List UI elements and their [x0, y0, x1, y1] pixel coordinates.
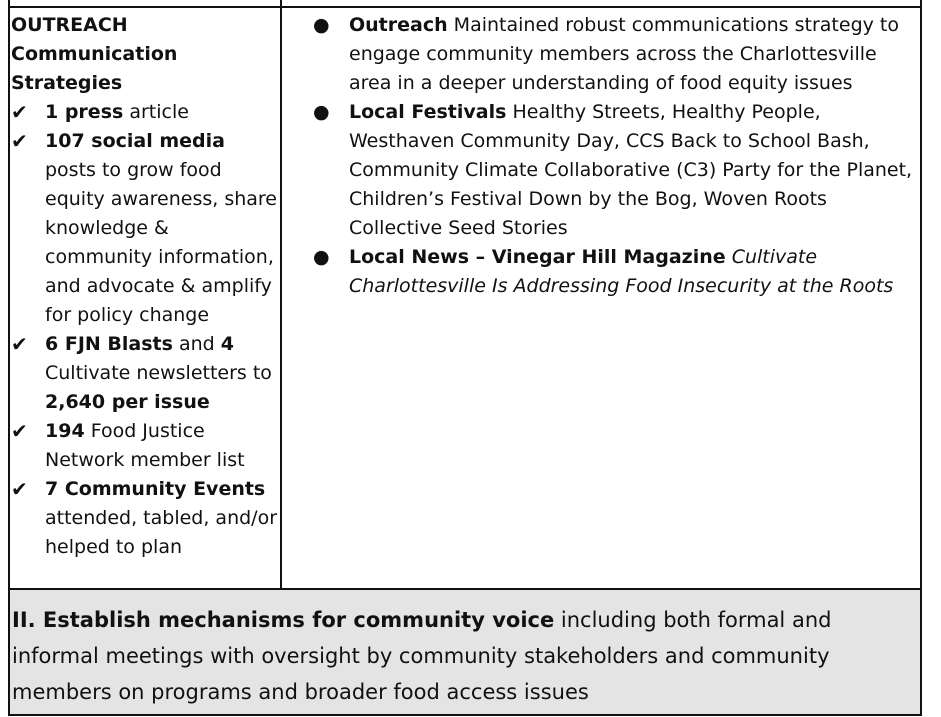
item-text	[45, 417, 279, 475]
bullet-item	[313, 98, 918, 243]
item-bold: 4	[220, 333, 234, 355]
checkmark-icon: ✔	[11, 129, 28, 153]
item-bold: 6 FJN Blasts	[45, 333, 173, 355]
item-rest: article	[123, 101, 189, 123]
item-text	[45, 127, 279, 330]
bullet-text	[349, 11, 918, 98]
item-text	[45, 330, 279, 417]
checkmark-icon: ✔	[11, 477, 28, 501]
item-rest: Food Justice Network member list	[45, 420, 245, 471]
item-bold: 194	[45, 420, 85, 442]
bullet-bold: Local News – Vinegar Hill Magazine	[349, 246, 726, 268]
checkmark-icon: ✔	[11, 332, 28, 356]
table-top-rule	[8, 6, 922, 8]
item-text	[45, 98, 279, 127]
section-body: including both formal and informal meetings with oversight by community stakeholders and community members on programs and broader food access issues	[12, 608, 832, 704]
right-cell	[313, 11, 918, 301]
bullet-item	[313, 243, 918, 301]
bullet-bold: Local Festivals	[349, 101, 507, 123]
heading-line: OUTREACH	[11, 14, 128, 36]
bullet-bold: Outreach	[349, 14, 448, 36]
item-bold: 2,640 per issue	[45, 391, 210, 413]
item-rest: and	[172, 333, 221, 355]
bullet-text	[349, 98, 918, 243]
bullet-icon: ●	[313, 14, 330, 36]
bullet-item	[313, 11, 918, 98]
list-item	[11, 417, 279, 475]
item-bold: 7 Community Events	[45, 478, 266, 500]
section-heading: II. Establish mechanisms for community voice	[12, 608, 555, 632]
bullet-text	[349, 243, 918, 301]
list-item	[11, 98, 279, 127]
item-bold: 107 social media	[45, 130, 225, 152]
bullet-rest: Healthy Streets, Healthy People, Westhaven Community Day, CCS Back to School Bash, Community Climate Collaborative (C3) Party for the Planet, Children’s Festival Down by the Bog, Woven Roots Collective Seed Stories	[349, 101, 913, 239]
checkmark-icon: ✔	[11, 419, 28, 443]
left-cell	[11, 11, 279, 562]
list-item	[11, 330, 279, 417]
section-row	[10, 588, 920, 714]
bullet-rest: Maintained robust communications strategy to engage community members across the Charlottesville area in a deeper understanding of food equity issues	[349, 14, 899, 94]
bullet-italic: Cultivate Charlottesville Is Addressing Food Insecurity at the Roots	[349, 246, 894, 297]
left-heading	[11, 11, 279, 98]
section-text	[12, 602, 912, 710]
list-item	[11, 127, 279, 330]
bullet-icon: ●	[313, 246, 330, 268]
item-rest: attended, tabled, and/or helped to plan	[45, 507, 278, 558]
column-divider	[280, 0, 282, 588]
item-rest: Cultivate newsletters to	[45, 362, 272, 384]
item-bold: 1 press	[45, 101, 124, 123]
item-text	[45, 475, 279, 562]
heading-line: Strategies	[11, 72, 123, 94]
bullet-icon: ●	[313, 101, 330, 123]
item-rest: posts to grow food equity awareness, share knowledge & community information, and advocate & amplify for policy change	[45, 159, 277, 326]
list-item	[11, 475, 279, 562]
checkmark-icon: ✔	[11, 100, 28, 124]
heading-line: Communication	[11, 43, 178, 65]
